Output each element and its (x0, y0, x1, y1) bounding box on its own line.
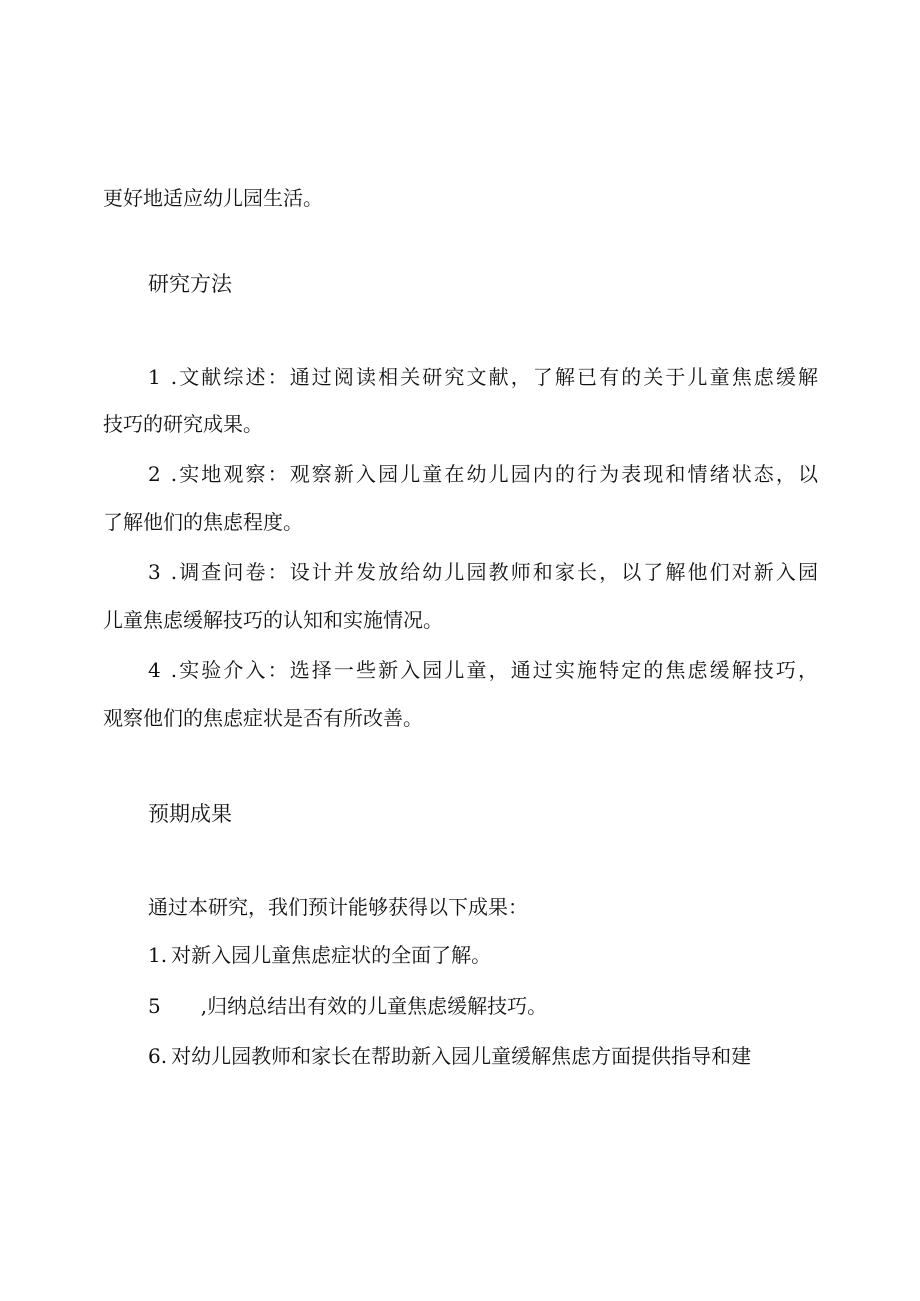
method-item-4-line-1 (148, 656, 818, 684)
method-item-3-number: 3 (148, 560, 161, 584)
method-item-4-line-2: 观察他们的焦虑症状是否有所改善。 (103, 706, 423, 730)
method-item-2-text: .实地观察：观察新入园儿童在幼儿园内的行为表现和情绪状态，以 (170, 462, 818, 486)
method-item-3-line-1 (148, 558, 818, 586)
method-item-1-line-1 (148, 363, 818, 391)
result-item-1 (148, 941, 491, 969)
method-item-4-number: 4 (148, 658, 161, 682)
result-item-3-number: 6. (148, 1044, 168, 1068)
method-item-1-line-2: 技巧的研究成果。 (103, 412, 263, 436)
result-item-3-text: 对幼儿园教师和家长在帮助新入园儿童缓解焦虑方面提供指导和建 (171, 1044, 752, 1068)
method-item-2-line-1 (148, 460, 818, 488)
method-item-2-line-2: 了解他们的焦虑程度。 (103, 510, 303, 534)
method-item-1-text: .文献综述：通过阅读相关研究文献，了解已有的关于儿童焦虑缓解 (170, 365, 818, 389)
result-item-3 (148, 1042, 751, 1070)
section-heading-expected-results: 预期成果 (148, 802, 232, 826)
method-item-2-number: 2 (148, 462, 161, 486)
method-item-3-text: .调查问卷：设计并发放给幼儿园教师和家长，以了解他们对新入园 (170, 560, 818, 584)
result-item-2-number: 5 (148, 994, 161, 1018)
result-item-1-text: 对新入园儿童焦虑症状的全面了解。 (171, 943, 492, 967)
section-heading-methods: 研究方法 (148, 272, 232, 296)
method-item-4-text: .实验介入：选择一些新入园儿童，通过实施特定的焦虑缓解技巧， (170, 658, 818, 682)
result-item-1-number: 1. (148, 943, 168, 967)
method-item-1-number: 1 (148, 365, 161, 389)
intro-continuation: 更好地适应幼儿园生活。 (103, 186, 323, 210)
result-item-2 (148, 992, 547, 1020)
method-item-3-line-2: 儿童焦虑缓解技巧的认知和实施情况。 (103, 608, 443, 632)
result-item-2-text: ,归纳总结出有效的儿童焦虑缓解技巧。 (200, 994, 548, 1018)
results-intro: 通过本研究，我们预计能够获得以下成果： (148, 895, 528, 919)
